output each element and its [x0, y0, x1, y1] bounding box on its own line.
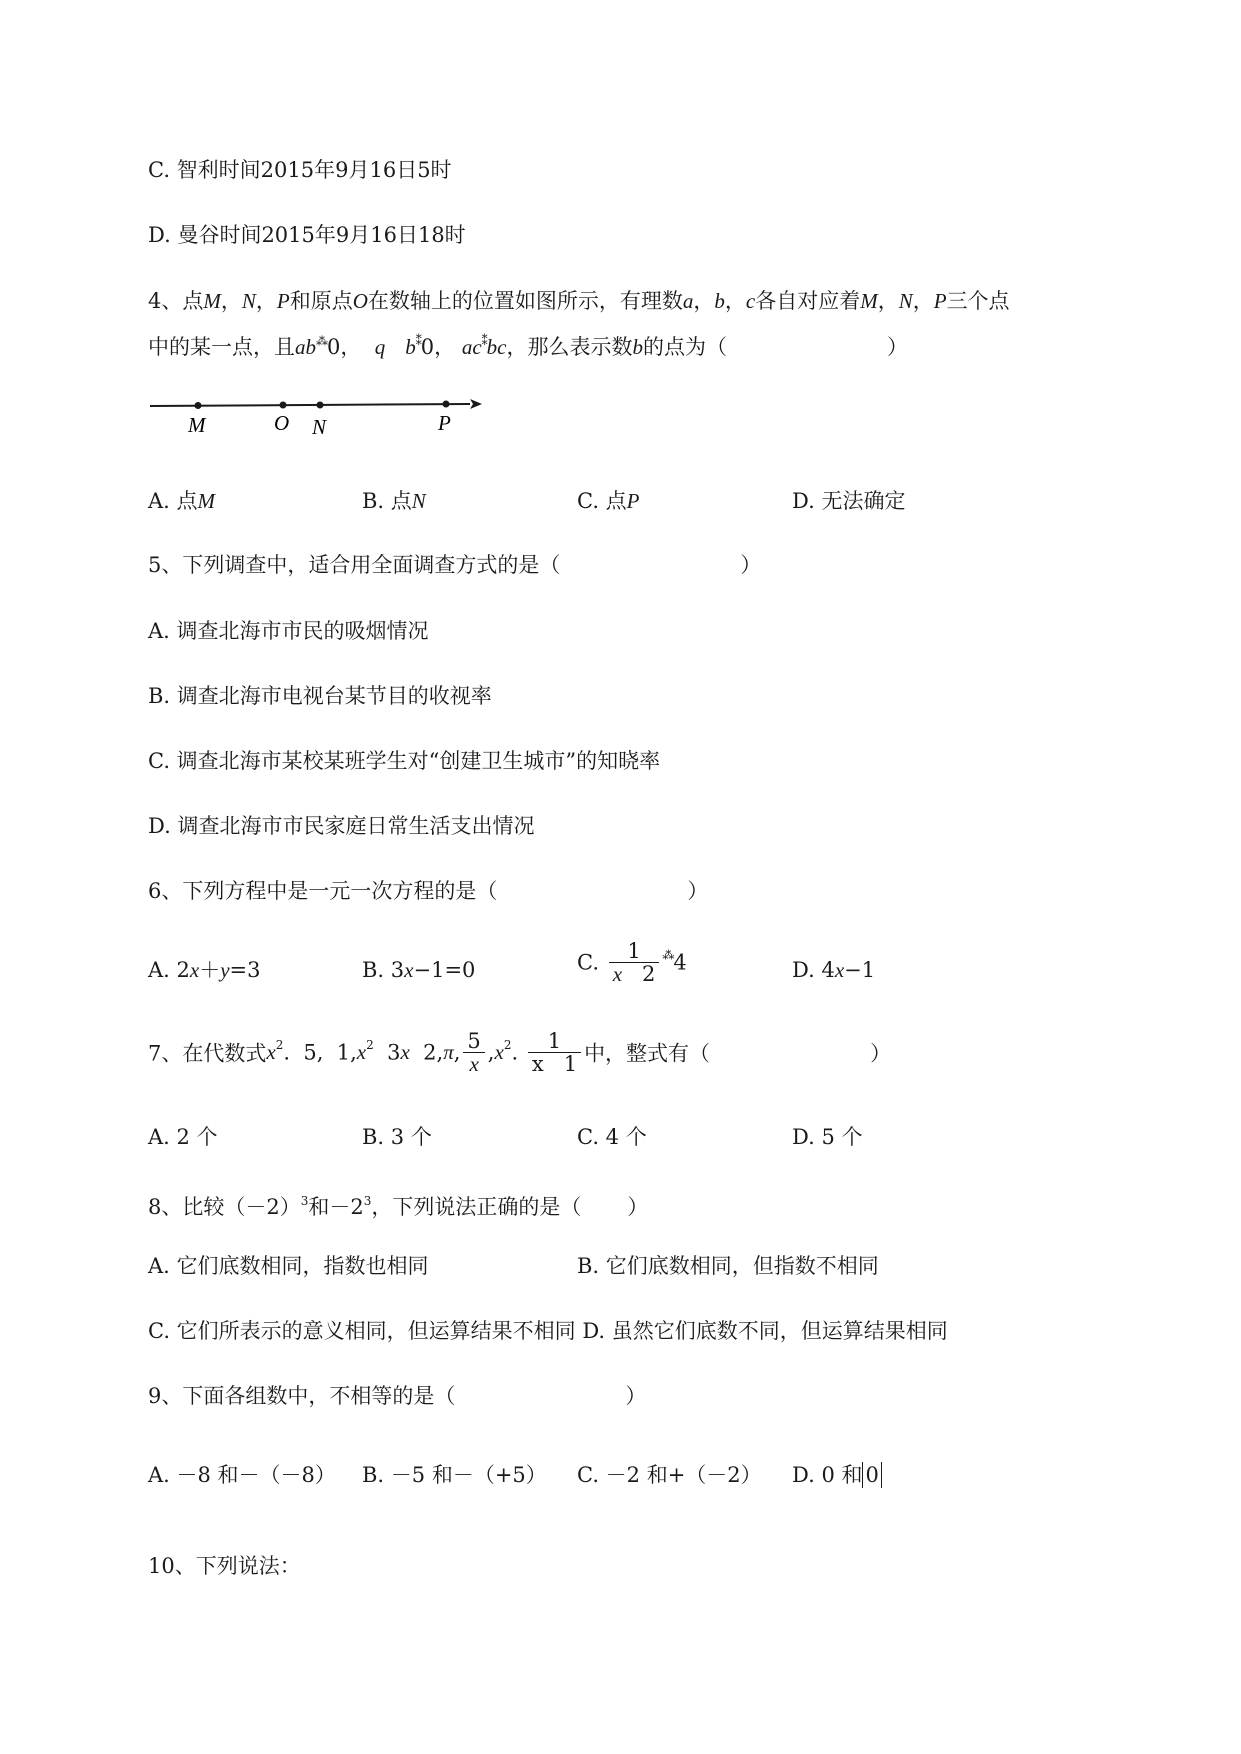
- q8-option-c-d: C. 它们所表示的意义相同，但运算结果不相同 D. 虽然它们底数不同，但运算结果相同: [148, 1319, 948, 1343]
- q4-number-line-figure: [140, 388, 490, 438]
- q5-option-c: C. 调查北海市某校某班学生对“创建卫生城市”的知晓率: [148, 749, 661, 773]
- q8-option-b: B. 它们底数相同，但指数不相同: [577, 1254, 879, 1278]
- point-p: [443, 401, 450, 408]
- q6-stem: 6、下列方程中是一元一次方程的是（ ）: [148, 879, 709, 903]
- q3-option-d: D. 曼谷时间2015年9月16日18时: [148, 223, 466, 247]
- q7-option-a: A. 2 个: [148, 1125, 218, 1149]
- q9-option-a: A. －8 和－（－8）: [148, 1463, 336, 1487]
- label-o: O: [274, 411, 290, 435]
- q5-option-a: A. 调查北海市市民的吸烟情况: [148, 619, 429, 643]
- point-o: [280, 402, 287, 409]
- number-line-arrow-icon: [470, 399, 482, 409]
- q7-option-d: D. 5 个: [792, 1125, 863, 1149]
- q10-stem: 10、下列说法：: [148, 1554, 301, 1578]
- label-p: P: [438, 411, 451, 435]
- q5-option-b: B. 调查北海市电视台某节目的收视率: [148, 684, 492, 708]
- label-m: M: [188, 413, 206, 437]
- absolute-value: 0: [862, 1462, 881, 1488]
- point-m: [195, 402, 202, 409]
- q4-option-b: B. 点N: [362, 489, 426, 513]
- q4-option-a: A. 点M: [148, 489, 216, 513]
- q9-option-c: C. －2 和+（－2）: [577, 1463, 762, 1487]
- q4-stem-line2: 中的某一点，且ab⁂0， q b⁑0， ac⁑bc，那么表示数b的点为（ ）: [148, 334, 908, 359]
- label-n: N: [312, 415, 327, 438]
- q7-fraction-5-over-x: $\frac{5}{x}$: [463, 1030, 484, 1075]
- q9-stem: 9、下面各组数中，不相等的是（ ）: [148, 1384, 647, 1408]
- q9-option-d: D. 0 和 0: [792, 1460, 882, 1490]
- q5-stem: 5、下列调查中，适合用全面调查方式的是（ ）: [148, 553, 762, 577]
- q6-option-a: A. 2x＋y=3: [148, 958, 261, 982]
- q9-option-b: B. －5 和－（+5）: [362, 1463, 547, 1487]
- q7-stem: 7、在代数式$x^2$. 5, $1,x^2$ 3x 2,π, $\frac{5}{x}$ $,x^2$. $\frac{1}{x 1}$ 中，整式有（ ）: [148, 1029, 892, 1076]
- q8-option-a: A. 它们底数相同，指数也相同: [148, 1254, 429, 1278]
- q6c-fraction: $\frac{1}{x 2}$: [609, 940, 660, 985]
- q4-option-c: C. 点P: [577, 489, 640, 513]
- q6-option-c: C. $\frac{1}{x 2}$ ⁂4: [577, 939, 687, 986]
- point-n: [317, 402, 324, 409]
- q8-stem: 8、比较$(-2)^3$和$-2^3$，下列说法正确的是（ ）: [148, 1194, 649, 1219]
- q7-fraction-1-over-x-1: $\frac{1}{x 1}$: [528, 1030, 581, 1075]
- q7-option-b: B. 3 个: [362, 1125, 432, 1149]
- q4-stem-line1: 4、点M，N，P和原点O在数轴上的位置如图所示，有理数a，b，c各自对应着M，N，P三个点: [148, 289, 1010, 313]
- q7-option-c: C. 4 个: [577, 1125, 647, 1149]
- q6-option-d: D. 4x−1: [792, 958, 876, 982]
- q4-option-d: D. 无法确定: [792, 489, 906, 513]
- q5-option-d: D. 调查北海市市民家庭日常生活支出情况: [148, 814, 535, 838]
- q3-option-c: C. 智利时间2015年9月16日5时: [148, 158, 452, 182]
- q6-option-b: B. 3x−1=0: [362, 958, 476, 982]
